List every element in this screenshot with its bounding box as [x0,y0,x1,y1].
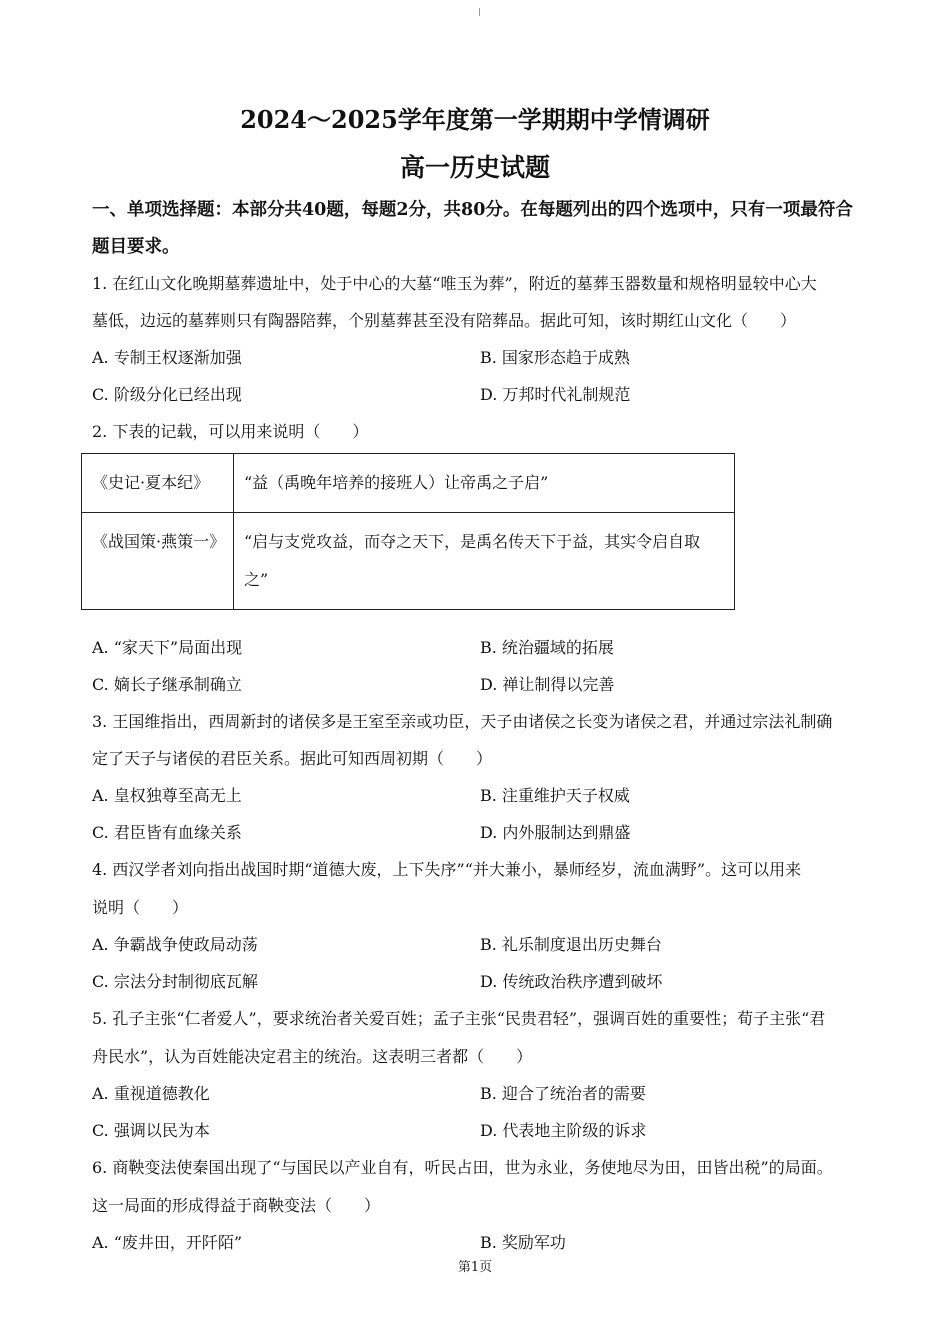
question-3-line-1: 3. 王国维指出，西周新封的诸侯多是王室至亲或功臣，天子由诸侯之长变为诸侯之君，并通过宗法礼制确 [92,712,833,731]
question-6-option-a: A. “废井田，开阡陌” [92,1233,243,1252]
question-5-option-c: C. 强调以民为本 [92,1121,210,1140]
question-5-line-1: 5. 孔子主张“仁者爱人”，要求统治者关爱百姓；孟子主张“民贵君轻”，强调百姓的重要性；荀子主张“君 [92,1009,826,1028]
section-instruction: 一、单项选择题：本部分共40题，每题2分，共80分。在每题列出的四个选项中，只有一项最符合题目要求。 [92,200,853,257]
question-2-option-a: A. “家天下”局面出现 [92,638,243,657]
question-1-option-c: C. 阶级分化已经出现 [92,385,242,404]
table-cell-text: “启与支党攻益，而夺之天下，是禹名传天下于益，其实令启自取之” [234,513,735,610]
table-row [82,454,735,513]
question-3-option-d: D. 内外服制达到鼎盛 [480,823,631,842]
question-4-line-1: 4. 西汉学者刘向指出战国时期“道德大废，上下失序”“并大兼小，暴师经岁，流血满野”。这可以用来 [92,860,802,879]
question-1-option-d: D. 万邦时代礼制规范 [480,385,631,404]
table-cell-source: 《史记·夏本纪》 [82,454,234,513]
question-4-option-d: D. 传统政治秩序遭到破坏 [480,972,663,991]
top-margin-mark [479,8,480,16]
question-3-option-b: B. 注重维护天子权威 [480,786,630,805]
question-6-option-b: B. 奖励军功 [480,1233,566,1252]
page-number: 第1页 [457,1260,493,1275]
question-1-line-1: 1. 在红山文化晚期墓葬遗址中，处于中心的大墓“唯玉为葬”，附近的墓葬玉器数量和规格明显较中心大 [92,274,817,293]
question-1-option-b: B. 国家形态趋于成熟 [480,348,630,367]
question-2-line-1: 2. 下表的记载，可以用来说明（ ） [92,422,369,441]
question-4-option-c: C. 宗法分封制彻底瓦解 [92,972,258,991]
source-table [81,453,735,610]
question-2-option-c: C. 嫡长子继承制确立 [92,675,242,694]
question-3-option-c: C. 君臣皆有血缘关系 [92,823,242,842]
exam-title: 2024～2025学年度第一学期期中学情调研 [240,105,710,134]
question-2-option-b: B. 统治疆域的拓展 [480,638,614,657]
question-1-option-a: A. 专制王权逐渐加强 [92,348,242,367]
exam-subtitle: 高一历史试题 [399,153,550,182]
question-5-option-a: A. 重视道德教化 [92,1084,210,1103]
question-3-line-2: 定了天子与诸侯的君臣关系。据此可知西周初期（ ） [92,749,493,768]
table-cell-source: 《战国策·燕策一》 [82,513,234,610]
question-4-line-2: 说明（ ） [92,898,189,917]
table-cell-text: “益（禹晚年培养的接班人）让帝禹之子启” [234,454,735,513]
question-4-option-a: A. 争霸战争使政局动荡 [92,935,258,954]
question-6-line-2: 这一局面的形成得益于商鞅变法（ ） [92,1196,381,1215]
table-row [82,513,735,610]
question-6-line-1: 6. 商鞅变法使秦国出现了“与国民以产业自有，听民占田，世为永业，务使地尽为田，田皆出税”的局面。 [92,1158,833,1177]
question-5-option-b: B. 迎合了统治者的需要 [480,1084,646,1103]
question-4-option-b: B. 礼乐制度退出历史舞台 [480,935,662,954]
question-5-line-2: 舟民水”，认为百姓能决定君主的统治。这表明三者都（ ） [92,1047,533,1066]
question-5-option-d: D. 代表地主阶级的诉求 [480,1121,647,1140]
question-3-option-a: A. 皇权独尊至高无上 [92,786,242,805]
question-1-line-2: 墓低，边远的墓葬则只有陶器陪葬，个别墓葬甚至没有陪葬品。据此可知，该时期红山文化（ ） [92,311,797,330]
question-2-option-d: D. 禅让制得以完善 [480,675,615,694]
